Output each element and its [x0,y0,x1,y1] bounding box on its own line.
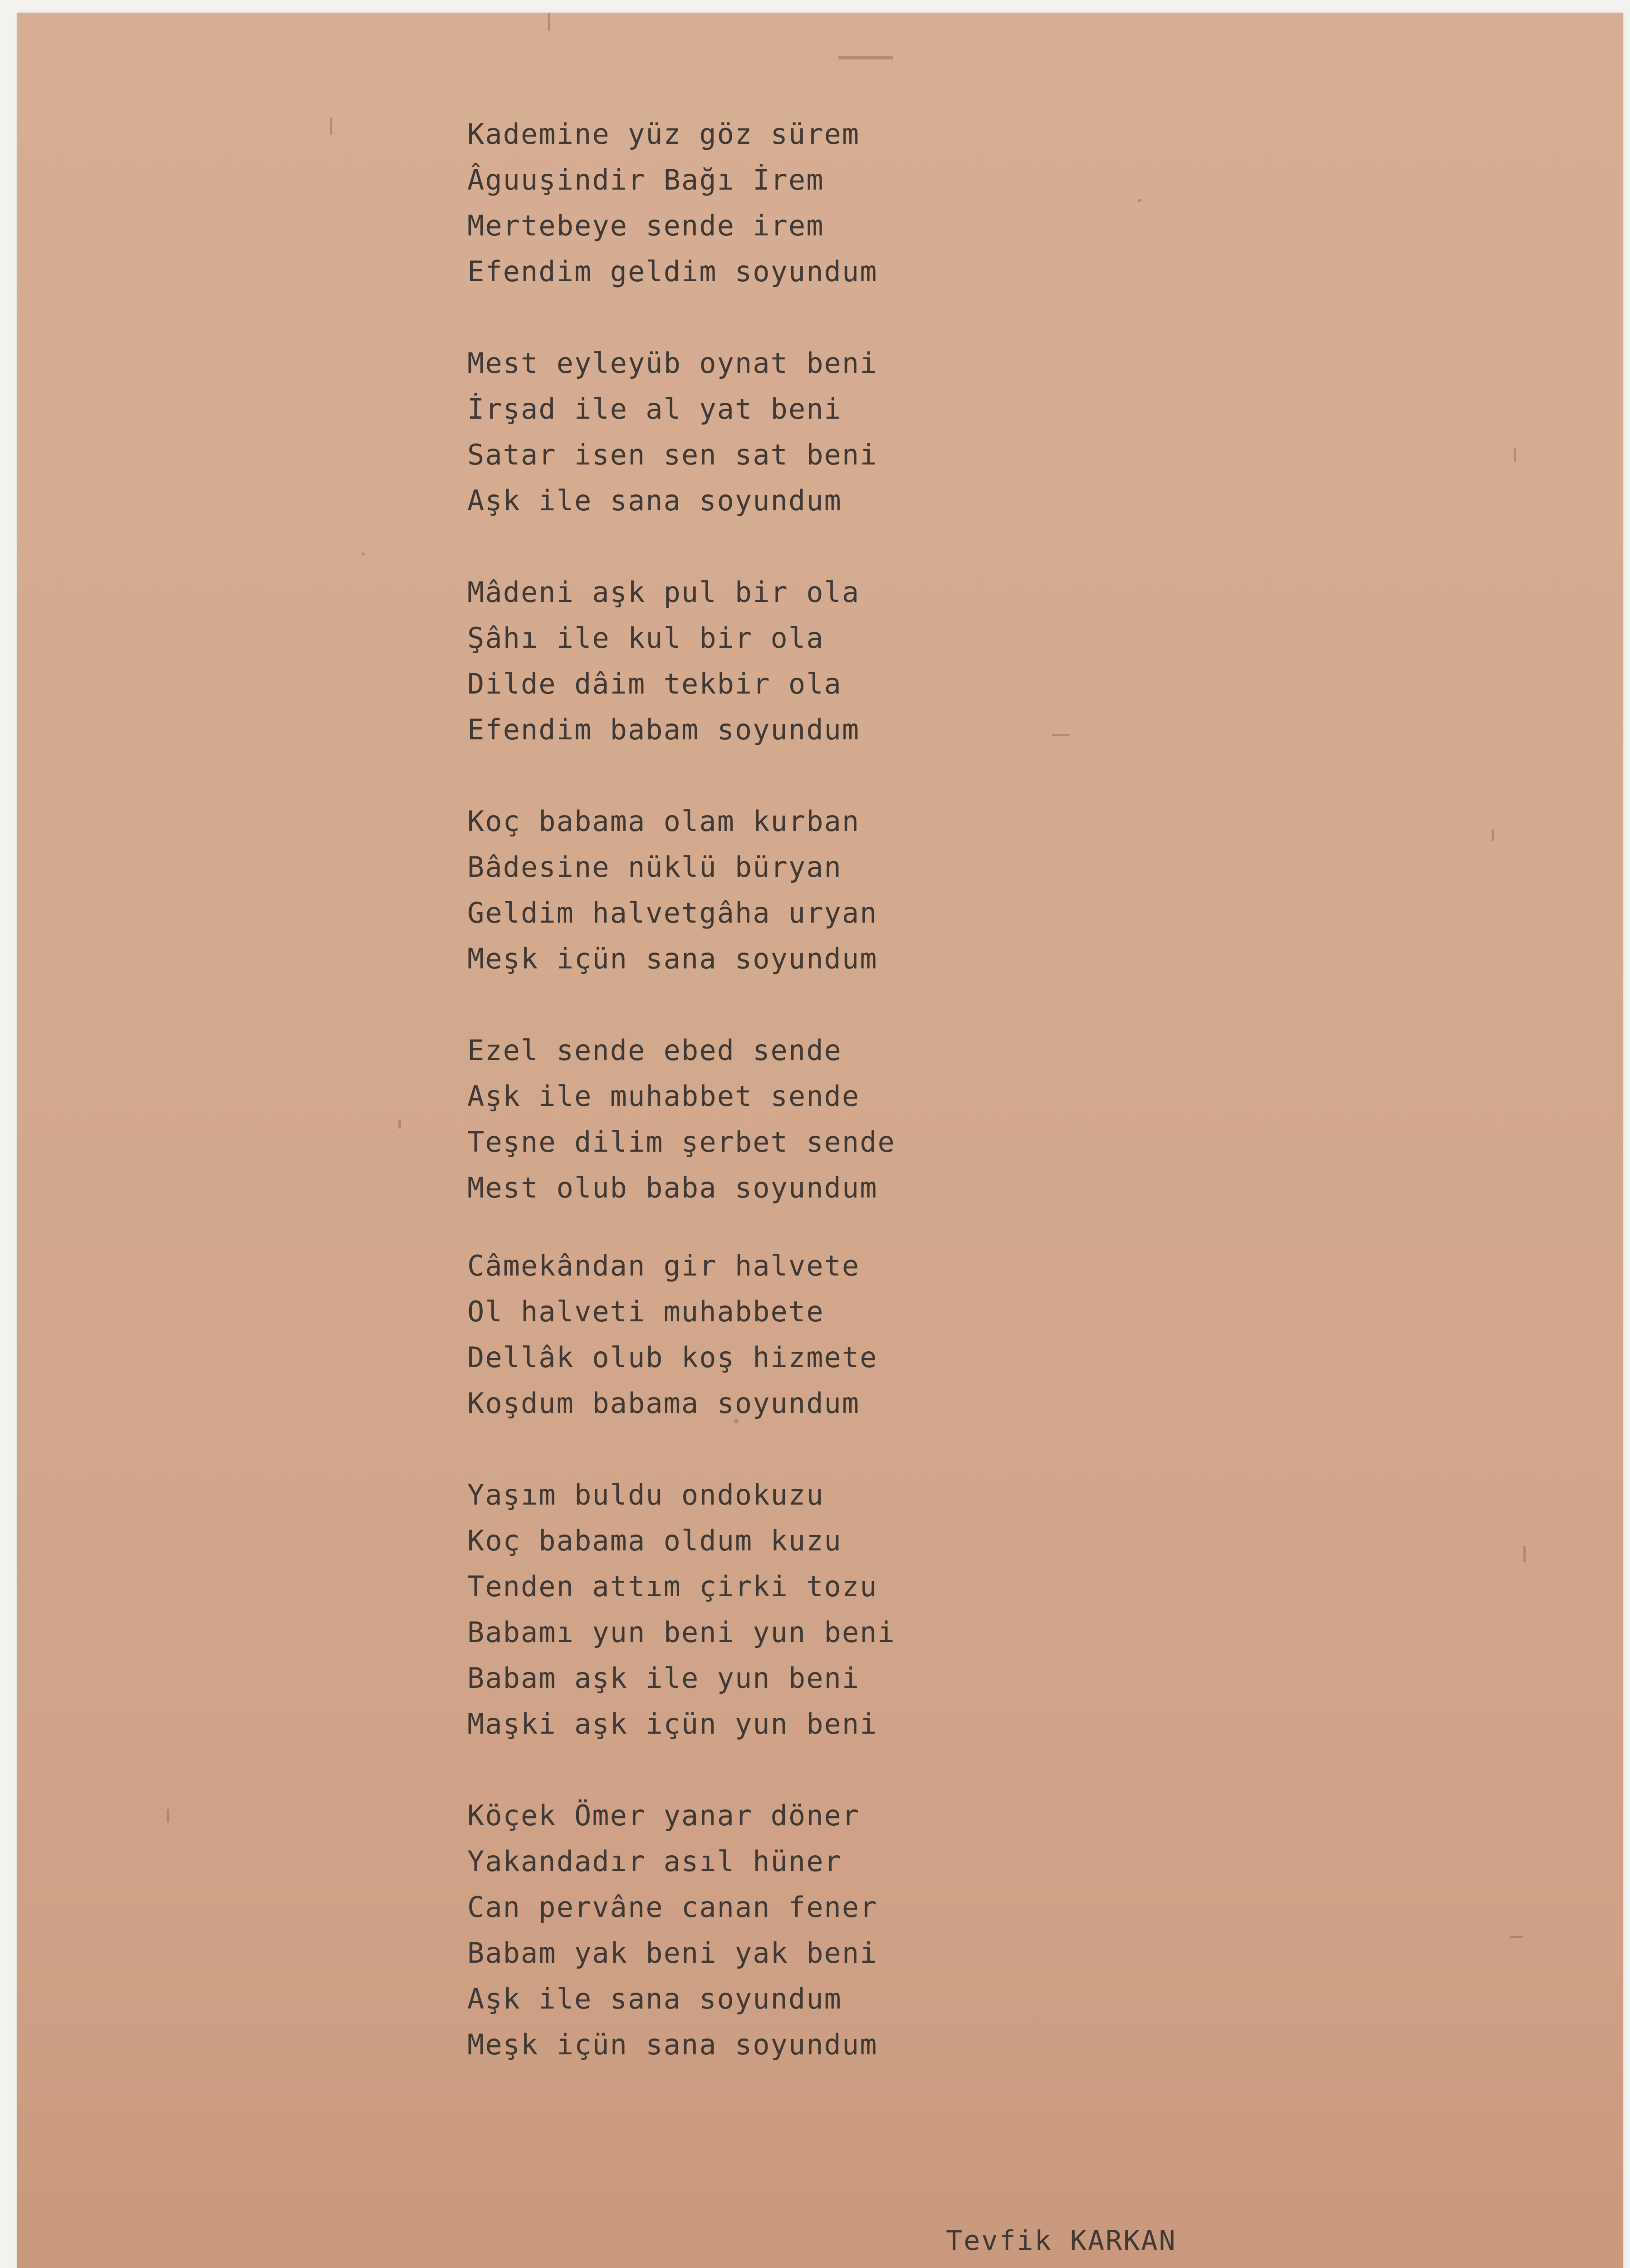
poem-line: Teşne dilim şerbet sende [467,1125,896,1158]
poem-line: İrşad ile al yat beni [467,392,842,425]
stanza [467,569,896,753]
stanza [467,111,896,294]
poem-line: Ezel sende ebed sende [467,1034,842,1067]
poem-line: Ol halveti muhabbete [467,1295,824,1328]
paper-fleck [1523,1546,1526,1562]
paper-fleck [1510,1936,1523,1938]
poem-line: Efendim babam soyundum [467,713,860,746]
poem-line: Can pervâne canan fener [467,1891,878,1924]
paper-fleck [330,117,332,135]
poem-line: Âguuşindir Bağı İrem [467,163,824,196]
paper-fleck [838,56,893,59]
poem-line: Maşki aşk içün yun beni [467,1707,878,1740]
stanza [467,1472,896,1747]
paper-fleck [398,1119,401,1129]
stanza [467,1793,896,2068]
poem-line: Şâhı ile kul bir ola [467,621,824,655]
paper-fleck [1514,448,1516,462]
poem-line: Babam aşk ile yun beni [467,1662,860,1695]
poem-line: Koşdum babama soyundum [467,1387,860,1420]
stanza [467,1027,896,1211]
paper-fleck [1138,199,1141,202]
poem-line: Aşk ile sana soyundum [467,484,842,517]
poem-line: Yaşım buldu ondokuzu [467,1478,824,1511]
paper-fleck [548,13,550,31]
poem-line: Câmekândan gir halvete [467,1249,860,1282]
poem-line: Koç babama olam kurban [467,805,860,838]
poem-line: Babam yak beni yak beni [467,1936,878,1970]
poem-line: Koç babama oldum kuzu [467,1524,842,1557]
poem-line: Dellâk olub koş hizmete [467,1341,878,1374]
poem-line: Meşk içün sana soyundum [467,942,878,975]
poem-line: Aşk ile sana soyundum [467,1982,842,2015]
stanza [467,340,896,523]
poem-line: Satar isen sen sat beni [467,438,878,471]
poem-body [467,111,896,2068]
signature: Tevfik KARKAN [946,2225,1177,2257]
poem-line: Geldim halvetgâha uryan [467,896,878,929]
poem-line: Babamı yun beni yun beni [467,1616,896,1649]
poem-line: Bâdesine nüklü büryan [467,850,842,884]
poem-line: Mest olub baba soyundum [467,1171,878,1204]
poem-line: Meşk içün sana soyundum [467,2028,878,2061]
poem-line: Köçek Ömer yanar döner [467,1799,860,1832]
poem-line: Yakandadır asıl hüner [467,1845,842,1878]
stanza [467,1243,896,1426]
paper-fleck [167,1809,169,1823]
poem-line: Mertebeye sende irem [467,209,824,242]
poem-line: Dilde dâim tekbir ola [467,667,842,700]
stanza [467,798,896,982]
poem-line: Aşk ile muhabbet sende [467,1080,860,1113]
poem-line: Efendim geldim soyundum [467,255,878,288]
poem-line: Mâdeni aşk pul bir ola [467,576,860,609]
poem-line: Mest eyleyüb oynat beni [467,347,878,380]
poem-line: Tenden attım çirki tozu [467,1570,878,1603]
paper-fleck [362,552,365,555]
paper-fleck [1492,829,1494,841]
paper-fleck [1052,734,1070,736]
poem-line: Kademine yüz göz sürem [467,117,860,151]
